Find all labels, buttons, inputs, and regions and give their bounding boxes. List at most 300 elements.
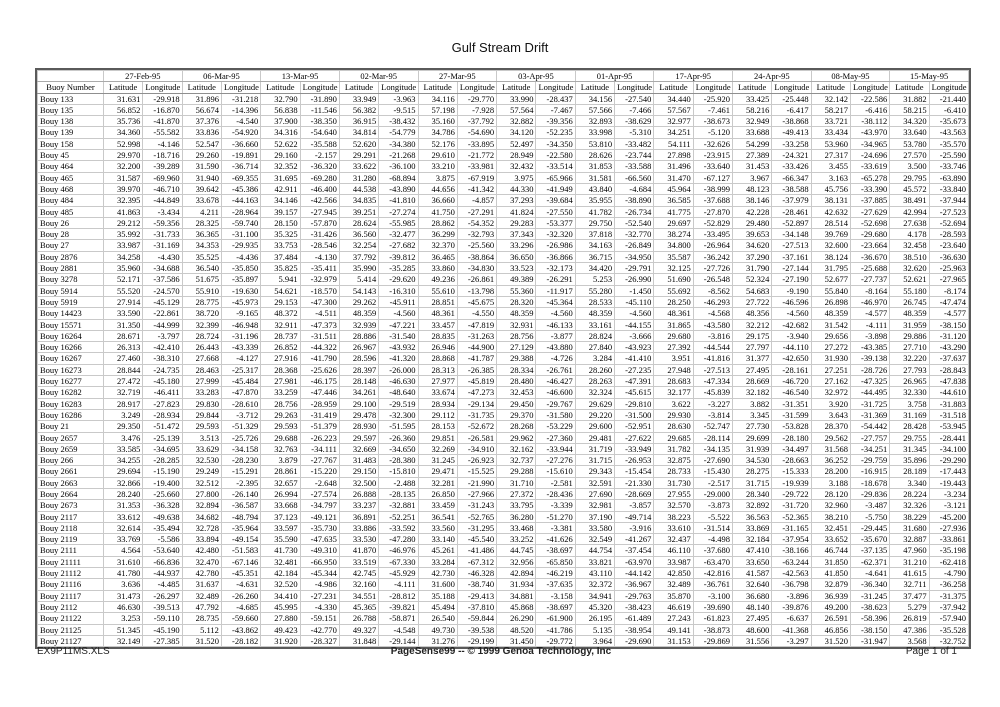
value-cell: -54.779 <box>379 127 418 138</box>
value-cell: 34.360 <box>104 127 143 138</box>
value-cell: 47.792 <box>182 601 221 612</box>
value-cell: -16.310 <box>379 285 418 296</box>
table-row <box>38 161 969 172</box>
value-cell: -22.580 <box>536 150 575 161</box>
value-cell: -39.812 <box>379 251 418 262</box>
corner-cell <box>38 71 104 82</box>
value-cell: -25.139 <box>143 432 182 443</box>
value-cell: -3.797 <box>143 330 182 341</box>
value-cell: -38.150 <box>929 319 968 330</box>
value-cell: 27.392 <box>654 342 693 353</box>
value-cell: 45.868 <box>497 601 536 612</box>
value-cell: 32.200 <box>104 161 143 172</box>
value-cell: 33.296 <box>497 240 536 251</box>
value-cell: -27.235 <box>615 364 654 375</box>
value-cell: -52.365 <box>772 511 811 522</box>
value-cell: 34.620 <box>733 240 772 251</box>
value-cell: 33.668 <box>261 500 300 511</box>
value-cell: 31.610 <box>104 556 143 567</box>
value-cell: 38.146 <box>733 195 772 206</box>
value-cell: -3.434 <box>143 206 182 217</box>
value-cell: 32.892 <box>733 500 772 511</box>
value-cell: -4.130 <box>300 251 339 262</box>
value-cell: -45.386 <box>221 183 260 194</box>
value-cell: -2.517 <box>693 477 732 488</box>
value-cell: 53.780 <box>890 138 929 149</box>
value-cell: 33.457 <box>418 319 457 330</box>
value-cell: -33.482 <box>615 138 654 149</box>
value-cell: 32.763 <box>261 443 300 454</box>
value-cell: -59.844 <box>457 613 496 624</box>
value-cell: -67.330 <box>379 556 418 567</box>
subheader-cell: Latitude <box>890 82 929 93</box>
table-row <box>38 195 969 206</box>
value-cell: 31.850 <box>811 556 850 567</box>
value-cell: -33.861 <box>929 534 968 545</box>
value-cell: 26.591 <box>811 613 850 624</box>
value-cell: 28.533 <box>575 296 614 307</box>
value-cell: -31.500 <box>615 409 654 420</box>
buoy-cell: Bouy 2661 <box>38 466 104 477</box>
value-cell: -44.110 <box>772 342 811 353</box>
value-cell: -38.873 <box>693 624 732 635</box>
table-row <box>38 285 969 296</box>
value-cell: -43.932 <box>379 342 418 353</box>
value-cell: 32.399 <box>182 319 221 330</box>
value-cell: -35.730 <box>300 522 339 533</box>
value-cell: 45.365 <box>339 601 378 612</box>
value-cell: 33.425 <box>733 93 772 104</box>
value-cell: -7.467 <box>536 104 575 115</box>
value-cell: -42.816 <box>693 568 732 579</box>
value-cell: -5.750 <box>850 511 889 522</box>
value-cell: -9.515 <box>379 104 418 115</box>
value-cell: 3.622 <box>654 398 693 409</box>
value-cell: -28.135 <box>379 488 418 499</box>
value-cell: 48.361 <box>654 308 693 319</box>
value-cell: -54.690 <box>457 127 496 138</box>
value-cell: 36.915 <box>339 116 378 127</box>
value-cell: 41.863 <box>104 206 143 217</box>
value-cell: 3.975 <box>497 172 536 183</box>
value-cell: -28.180 <box>772 432 811 443</box>
value-cell: -35.670 <box>850 534 889 545</box>
value-cell: 47.410 <box>733 545 772 556</box>
value-cell: 33.688 <box>733 127 772 138</box>
value-cell: 38.131 <box>811 195 850 206</box>
value-cell: 49.236 <box>418 274 457 285</box>
value-cell: 31.930 <box>811 353 850 364</box>
value-cell: 57.566 <box>575 104 614 115</box>
table-row <box>38 376 969 387</box>
value-cell: 32.489 <box>654 579 693 590</box>
value-cell: -5.586 <box>143 534 182 545</box>
value-cell: 38.124 <box>811 251 850 262</box>
value-cell: 36.252 <box>811 455 850 466</box>
value-cell: 27.389 <box>733 150 772 161</box>
value-cell: 27.722 <box>733 296 772 307</box>
value-cell: -39.289 <box>143 161 182 172</box>
value-cell: 28.851 <box>418 296 457 307</box>
value-cell: 29.100 <box>339 398 378 409</box>
table-row <box>38 635 969 646</box>
value-cell: -3.339 <box>536 500 575 511</box>
value-cell: 28.120 <box>811 488 850 499</box>
value-cell: 36.563 <box>733 511 772 522</box>
value-cell: 4.211 <box>182 206 221 217</box>
value-cell: -57.940 <box>929 613 968 624</box>
value-cell: 32.182 <box>733 387 772 398</box>
value-cell: -24.696 <box>850 150 889 161</box>
footer-copyright: PageSense99 -- © 1999 Genoa Technology, Inc <box>390 646 612 657</box>
value-cell: 41.850 <box>811 568 850 579</box>
value-cell: 31.581 <box>575 172 614 183</box>
value-cell: -5.310 <box>615 127 654 138</box>
value-cell: 31.882 <box>890 93 929 104</box>
value-cell: -3.963 <box>379 93 418 104</box>
value-cell: -23.744 <box>615 150 654 161</box>
value-cell: 55.280 <box>575 285 614 296</box>
value-cell: -49.121 <box>300 511 339 522</box>
value-cell: -3.896 <box>772 590 811 601</box>
value-cell: 28.189 <box>890 466 929 477</box>
value-cell: -31.169 <box>143 240 182 251</box>
value-cell: -38.623 <box>850 601 889 612</box>
value-cell: 55.180 <box>890 285 929 296</box>
value-cell: 3.253 <box>104 613 143 624</box>
value-cell: 52.176 <box>418 138 457 149</box>
value-cell: -58.396 <box>850 613 889 624</box>
value-cell: 47.386 <box>890 624 929 635</box>
value-cell: 37.477 <box>890 590 929 601</box>
value-cell: 26.788 <box>339 613 378 624</box>
value-cell: 34.353 <box>182 240 221 251</box>
value-cell: 28.224 <box>890 488 929 499</box>
value-cell: 29.220 <box>575 409 614 420</box>
value-cell: 29.593 <box>182 421 221 432</box>
value-cell: 35.590 <box>261 534 300 545</box>
value-cell: -42.410 <box>143 342 182 353</box>
value-cell: 28.340 <box>733 488 772 499</box>
table-row <box>38 116 969 127</box>
value-cell: 32.326 <box>890 500 929 511</box>
value-cell: -21.990 <box>457 477 496 488</box>
value-cell: 3.345 <box>733 409 772 420</box>
value-cell: -38.432 <box>379 116 418 127</box>
table-row <box>38 488 969 499</box>
value-cell: 29.610 <box>418 150 457 161</box>
value-cell: 29.262 <box>339 296 378 307</box>
value-cell: -25.317 <box>221 364 260 375</box>
value-cell: 27.880 <box>261 613 300 624</box>
buoy-cell: Bouy 16286 <box>38 409 104 420</box>
table-row <box>38 545 969 556</box>
value-cell: 31.719 <box>575 443 614 454</box>
value-cell: -31.100 <box>221 229 260 240</box>
value-cell: 26.745 <box>890 296 929 307</box>
value-cell: 27.638 <box>890 217 929 228</box>
value-cell: 37.190 <box>575 511 614 522</box>
value-cell: -18.678 <box>850 477 889 488</box>
value-cell: 54.621 <box>261 285 300 296</box>
value-cell: -6.410 <box>929 104 968 115</box>
subheader-cell: Latitude <box>339 82 378 93</box>
value-cell: -28.669 <box>615 488 654 499</box>
value-cell: -26.223 <box>300 432 339 443</box>
value-cell: -39.356 <box>536 116 575 127</box>
value-cell: 28.334 <box>497 364 536 375</box>
value-cell: 34.146 <box>261 195 300 206</box>
value-cell: -67.312 <box>457 556 496 567</box>
value-cell: 4.564 <box>104 545 143 556</box>
value-cell: 29.175 <box>733 330 772 341</box>
value-cell: -63.470 <box>693 556 732 567</box>
value-cell: -52.540 <box>615 217 654 228</box>
value-cell: 31.542 <box>811 319 850 330</box>
value-cell: -42.682 <box>772 319 811 330</box>
value-cell: 35.525 <box>182 251 221 262</box>
value-cell: -37.979 <box>772 195 811 206</box>
value-cell: 33.610 <box>654 522 693 533</box>
value-cell: -62.418 <box>929 556 968 567</box>
value-cell: -65.850 <box>536 556 575 567</box>
buoy-cell: Bouy 2881 <box>38 263 104 274</box>
buoy-cell: Bouy 158 <box>38 138 104 149</box>
value-cell: 26.443 <box>182 342 221 353</box>
value-cell: 26.965 <box>890 376 929 387</box>
value-cell: 31.280 <box>339 172 378 183</box>
value-cell: -66.836 <box>143 556 182 567</box>
value-cell: -35.198 <box>929 545 968 556</box>
value-cell: 32.458 <box>890 240 929 251</box>
value-cell: 32.520 <box>261 579 300 590</box>
value-cell: -3.814 <box>693 409 732 420</box>
value-cell: 37.293 <box>497 195 536 206</box>
value-cell: 37.290 <box>733 251 772 262</box>
value-cell: -41.870 <box>143 116 182 127</box>
value-cell: 29.750 <box>575 217 614 228</box>
value-cell: -38.697 <box>536 601 575 612</box>
value-cell: -21.772 <box>457 150 496 161</box>
value-cell: -58.871 <box>379 613 418 624</box>
value-cell: -47.300 <box>300 296 339 307</box>
value-cell: -27.276 <box>536 455 575 466</box>
table-row <box>38 229 969 240</box>
value-cell: -37.954 <box>772 534 811 545</box>
value-cell: -33.949 <box>615 443 654 454</box>
value-cell: 28.917 <box>104 398 143 409</box>
value-cell: -46.133 <box>536 319 575 330</box>
value-cell: -41.410 <box>615 353 654 364</box>
table-row <box>38 579 969 590</box>
value-cell: -46.720 <box>772 376 811 387</box>
date-header-cell: 17-Apr-95 <box>654 71 733 82</box>
buoy-cell: Bouy 2112 <box>38 601 104 612</box>
value-cell: -31.419 <box>300 409 339 420</box>
value-cell: -25.590 <box>929 150 968 161</box>
value-cell: 35.960 <box>104 263 143 274</box>
value-cell: -27.574 <box>300 488 339 499</box>
value-cell: -46.540 <box>772 387 811 398</box>
value-cell: -4.540 <box>221 116 260 127</box>
value-cell: -34.965 <box>850 138 889 149</box>
value-cell: 32.866 <box>104 477 143 488</box>
value-cell: -45.110 <box>615 296 654 307</box>
value-cell: -16.870 <box>143 104 182 115</box>
value-cell: -59.151 <box>300 613 339 624</box>
value-cell: 31.710 <box>497 477 536 488</box>
value-cell: -34.830 <box>457 263 496 274</box>
subheader-cell: Longitude <box>221 82 260 93</box>
value-cell: 29.388 <box>497 353 536 364</box>
value-cell: 28.148 <box>339 376 378 387</box>
value-cell: 3.568 <box>890 635 929 646</box>
value-cell: -45.351 <box>221 568 260 579</box>
value-cell: 48.600 <box>733 624 772 635</box>
value-cell: -3.877 <box>536 330 575 341</box>
value-cell: -55.985 <box>379 217 418 228</box>
value-cell: 31.377 <box>733 353 772 364</box>
value-cell: -44.322 <box>300 342 339 353</box>
value-cell: -24.570 <box>143 285 182 296</box>
date-header-cell: 24-Apr-95 <box>733 71 812 82</box>
value-cell: -38.864 <box>457 251 496 262</box>
value-cell: -54.640 <box>300 127 339 138</box>
value-cell: -43.970 <box>850 127 889 138</box>
value-cell: -35.528 <box>929 624 968 635</box>
value-cell: -45.973 <box>221 296 260 307</box>
value-cell: -4.986 <box>300 579 339 590</box>
value-cell: -4.568 <box>693 308 732 319</box>
value-cell: -33.588 <box>615 161 654 172</box>
value-cell: 39.769 <box>811 229 850 240</box>
value-cell: -26.923 <box>457 455 496 466</box>
value-cell: -29.199 <box>457 635 496 646</box>
value-cell: 31.353 <box>104 500 143 511</box>
value-cell: -28.436 <box>536 488 575 499</box>
value-cell: -47.474 <box>929 296 968 307</box>
value-cell: 38.210 <box>811 511 850 522</box>
value-cell: -46.400 <box>300 183 339 194</box>
value-cell: -29.413 <box>457 590 496 601</box>
value-cell: 34.835 <box>339 195 378 206</box>
value-cell: 31.637 <box>182 579 221 590</box>
value-cell: -29.000 <box>693 488 732 499</box>
value-cell: 33.836 <box>182 127 221 138</box>
value-cell: -39.821 <box>379 601 418 612</box>
value-cell: 28.624 <box>339 217 378 228</box>
value-cell: -38.697 <box>536 545 575 556</box>
value-cell: -41.267 <box>615 534 654 545</box>
value-cell: 3.967 <box>733 172 772 183</box>
value-cell: -31.580 <box>536 409 575 420</box>
value-cell: -26.849 <box>615 240 654 251</box>
table-row <box>38 556 969 567</box>
value-cell: 28.260 <box>575 364 614 375</box>
value-cell: -3.712 <box>221 409 260 420</box>
value-cell: -36.242 <box>693 251 732 262</box>
value-cell: 55.692 <box>654 285 693 296</box>
value-cell: -4.560 <box>772 308 811 319</box>
value-cell: -3.898 <box>850 330 889 341</box>
value-cell: 32.432 <box>497 161 536 172</box>
value-cell: 31.350 <box>104 319 143 330</box>
value-cell: -32.477 <box>379 229 418 240</box>
value-cell: -4.548 <box>379 624 418 635</box>
value-cell: 45.964 <box>654 183 693 194</box>
value-cell: -31.245 <box>850 590 889 601</box>
value-cell: -66.347 <box>772 172 811 183</box>
value-cell: -29.791 <box>615 263 654 274</box>
value-cell: 41.870 <box>339 545 378 556</box>
value-cell: 28.626 <box>575 150 614 161</box>
value-cell: 32.184 <box>733 534 772 545</box>
value-cell: 31.939 <box>733 443 772 454</box>
value-cell: -29.767 <box>536 398 575 409</box>
value-cell: 26.852 <box>261 342 300 353</box>
value-cell: -4.111 <box>850 319 889 330</box>
value-cell: -4.127 <box>221 353 260 364</box>
value-cell: 32.657 <box>261 477 300 488</box>
value-cell: -69.355 <box>221 172 260 183</box>
value-cell: -34.380 <box>379 138 418 149</box>
subheader-cell: Longitude <box>379 82 418 93</box>
table-row <box>38 217 969 228</box>
date-header-cell: 08-May-95 <box>811 71 890 82</box>
value-cell: -68.894 <box>379 172 418 183</box>
value-cell: 32.500 <box>339 477 378 488</box>
value-cell: -32.626 <box>693 138 732 149</box>
value-cell: -15.291 <box>221 466 260 477</box>
value-cell: 33.434 <box>811 127 850 138</box>
subheader-cell: Longitude <box>615 82 654 93</box>
value-cell: -39.138 <box>850 353 889 364</box>
value-cell: -31.426 <box>300 229 339 240</box>
buoy-cell: Bouy 2657 <box>38 432 104 443</box>
value-cell: 33.987 <box>654 556 693 567</box>
value-cell: 32.591 <box>575 477 614 488</box>
value-cell: -15.333 <box>772 466 811 477</box>
value-cell: 34.320 <box>890 116 929 127</box>
value-cell: -26.260 <box>221 590 260 601</box>
value-cell: -29.519 <box>379 398 418 409</box>
value-cell: -15.454 <box>615 466 654 477</box>
table-body <box>38 93 969 647</box>
value-cell: 31.556 <box>733 635 772 646</box>
value-cell: 33.769 <box>104 534 143 545</box>
value-cell: -45.911 <box>379 296 418 307</box>
value-cell: 3.882 <box>733 398 772 409</box>
value-cell: 28.949 <box>497 150 536 161</box>
value-cell: -67.127 <box>693 172 732 183</box>
value-cell: 42.730 <box>418 568 457 579</box>
value-cell: -47.870 <box>221 387 260 398</box>
value-cell: 3.340 <box>890 477 929 488</box>
value-cell: 28.835 <box>418 330 457 341</box>
value-cell: 32.489 <box>182 590 221 601</box>
value-cell: 5.112 <box>182 624 221 635</box>
value-cell: -36.258 <box>929 579 968 590</box>
table-row <box>38 387 969 398</box>
value-cell: -4.330 <box>300 601 339 612</box>
value-cell: 28.428 <box>890 421 929 432</box>
value-cell: -19.630 <box>221 285 260 296</box>
value-cell: 48.359 <box>811 308 850 319</box>
value-cell: 32.614 <box>104 522 143 533</box>
value-cell: -11.546 <box>300 104 339 115</box>
buoy-cell: Bouy 2118 <box>38 522 104 533</box>
value-cell: 31.520 <box>182 635 221 646</box>
